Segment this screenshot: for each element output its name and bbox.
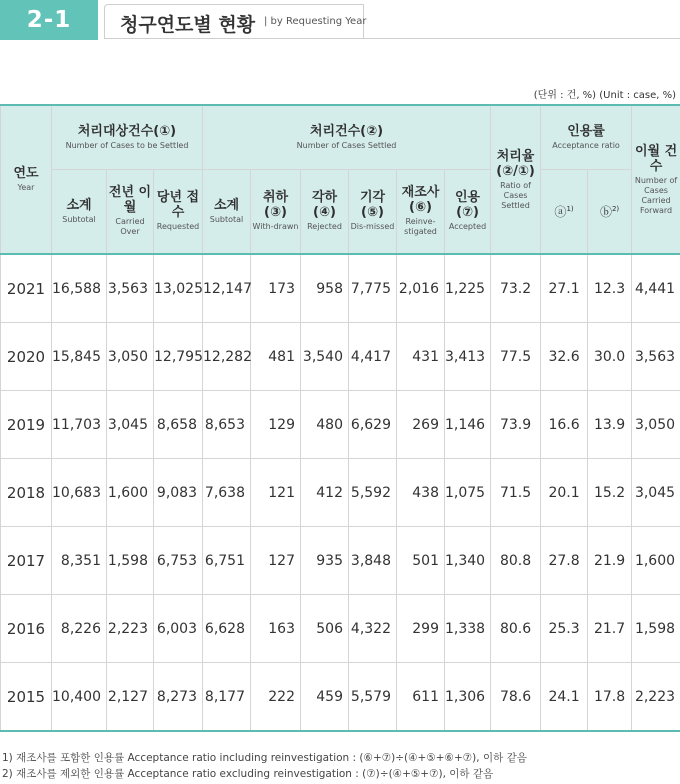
section-badge: 2-1	[0, 0, 98, 40]
cell-forward: 2,223	[632, 663, 680, 732]
cell-year: 2015	[1, 663, 52, 732]
cell-a: 27.1	[541, 254, 588, 323]
cell-rejected: 3,540	[301, 323, 349, 391]
cell-sub1: 11,703	[52, 391, 107, 459]
cell-sub2: 8,653	[203, 391, 251, 459]
cell-forward: 3,563	[632, 323, 680, 391]
cell-forward: 3,050	[632, 391, 680, 459]
table-row	[1, 459, 680, 527]
cell-b: 15.2	[588, 459, 632, 527]
cell-withdrawn: 481	[251, 323, 301, 391]
cell-accepted: 1,146	[445, 391, 491, 459]
cell-rejected: 480	[301, 391, 349, 459]
header-requested: 당년 접수 Requested	[154, 169, 203, 254]
header-ratio-b: ⓑ$^{2)}$	[588, 169, 632, 254]
cell-sub2: 12,147	[203, 254, 251, 323]
cell-withdrawn: 129	[251, 391, 301, 459]
cell-ratio: 80.6	[491, 595, 541, 663]
table-row	[1, 391, 680, 459]
cell-accepted: 1,225	[445, 254, 491, 323]
cell-accepted: 1,338	[445, 595, 491, 663]
table-row	[1, 663, 680, 732]
cell-ratio: 73.9	[491, 391, 541, 459]
cell-reinv: 269	[397, 391, 445, 459]
cell-sub2: 6,751	[203, 527, 251, 595]
cell-b: 12.3	[588, 254, 632, 323]
cell-a: 25.3	[541, 595, 588, 663]
cell-rejected: 459	[301, 663, 349, 732]
cell-accepted: 1,075	[445, 459, 491, 527]
cell-reinv: 299	[397, 595, 445, 663]
cell-year: 2019	[1, 391, 52, 459]
header-subtotal-1: 소계 Subtotal	[52, 169, 107, 254]
cell-requested: 6,753	[154, 527, 203, 595]
cell-rejected: 935	[301, 527, 349, 595]
cell-accepted: 1,306	[445, 663, 491, 732]
cell-year: 2016	[1, 595, 52, 663]
table-row	[1, 323, 680, 391]
cell-reinv: 501	[397, 527, 445, 595]
cell-sub1: 10,683	[52, 459, 107, 527]
cell-year: 2020	[1, 323, 52, 391]
table-row	[1, 595, 680, 663]
cell-a: 24.1	[541, 663, 588, 732]
header-carried-over: 전년 이월 Carried Over	[107, 169, 154, 254]
header-to-be-settled: 처리대상건수(①) Number of Cases to be Settled	[52, 105, 203, 169]
cell-withdrawn: 173	[251, 254, 301, 323]
cell-carried: 3,050	[107, 323, 154, 391]
cell-withdrawn: 127	[251, 527, 301, 595]
cell-b: 30.0	[588, 323, 632, 391]
header-settled: 처리건수(②) Number of Cases Settled	[203, 105, 491, 169]
cell-b: 21.7	[588, 595, 632, 663]
table-row	[1, 527, 680, 595]
cell-forward: 1,598	[632, 595, 680, 663]
cell-carried: 3,045	[107, 391, 154, 459]
header-carried-forward: 이월 건수 Number of Cases Carried Forward	[632, 105, 680, 254]
cell-sub2: 12,282	[203, 323, 251, 391]
cell-reinv: 2,016	[397, 254, 445, 323]
header-year: 연도 Year	[1, 105, 52, 254]
page-subtitle: | by Requesting Year	[264, 16, 367, 27]
footnote-1: 1) 재조사를 포함한 인용률 Acceptance ratio including reinvestigation : (⑥+⑦)÷(④+⑤+⑥+⑦), 이하 같음	[2, 752, 527, 764]
cell-withdrawn: 121	[251, 459, 301, 527]
cell-requested: 8,658	[154, 391, 203, 459]
header-withdrawn: 취하 (③) With-drawn	[251, 169, 301, 254]
header-ratio-a: ⓐ$^{1)}$	[541, 169, 588, 254]
cell-sub1: 8,226	[52, 595, 107, 663]
cell-ratio: 77.5	[491, 323, 541, 391]
cell-carried: 1,598	[107, 527, 154, 595]
cell-b: 17.8	[588, 663, 632, 732]
header-rejected: 각하 (④) Rejected	[301, 169, 349, 254]
cell-carried: 1,600	[107, 459, 154, 527]
cell-reinv: 611	[397, 663, 445, 732]
cell-requested: 8,273	[154, 663, 203, 732]
cell-a: 27.8	[541, 527, 588, 595]
cell-dismissed: 3,848	[349, 527, 397, 595]
cell-sub1: 8,351	[52, 527, 107, 595]
cell-sub1: 10,400	[52, 663, 107, 732]
header-reinvestigated: 재조사 (⑥) Reinve-stigated	[397, 169, 445, 254]
footnote-2: 2) 재조사를 제외한 인용률 Acceptance ratio excluding reinvestigation : (⑦)÷(④+⑤+⑦), 이하 같음	[2, 768, 494, 780]
cell-dismissed: 5,579	[349, 663, 397, 732]
cell-reinv: 431	[397, 323, 445, 391]
cell-requested: 12,795	[154, 323, 203, 391]
cell-a: 20.1	[541, 459, 588, 527]
cell-carried: 2,127	[107, 663, 154, 732]
cell-ratio: 71.5	[491, 459, 541, 527]
cell-sub2: 7,638	[203, 459, 251, 527]
cell-requested: 13,025	[154, 254, 203, 323]
cell-sub2: 8,177	[203, 663, 251, 732]
cell-b: 13.9	[588, 391, 632, 459]
data-table	[0, 104, 680, 732]
cell-requested: 9,083	[154, 459, 203, 527]
cell-forward: 4,441	[632, 254, 680, 323]
cell-withdrawn: 222	[251, 663, 301, 732]
cell-sub1: 15,845	[52, 323, 107, 391]
cell-dismissed: 6,629	[349, 391, 397, 459]
cell-b: 21.9	[588, 527, 632, 595]
cell-sub2: 6,628	[203, 595, 251, 663]
cell-accepted: 3,413	[445, 323, 491, 391]
cell-ratio: 80.8	[491, 527, 541, 595]
cell-forward: 1,600	[632, 527, 680, 595]
cell-dismissed: 7,775	[349, 254, 397, 323]
table-row	[1, 254, 680, 323]
cell-reinv: 438	[397, 459, 445, 527]
cell-rejected: 958	[301, 254, 349, 323]
cell-dismissed: 5,592	[349, 459, 397, 527]
cell-withdrawn: 163	[251, 595, 301, 663]
header-subtotal-2: 소계 Subtotal	[203, 169, 251, 254]
cell-forward: 3,045	[632, 459, 680, 527]
cell-requested: 6,003	[154, 595, 203, 663]
cell-a: 32.6	[541, 323, 588, 391]
cell-dismissed: 4,322	[349, 595, 397, 663]
cell-a: 16.6	[541, 391, 588, 459]
cell-accepted: 1,340	[445, 527, 491, 595]
title-divider	[104, 38, 680, 39]
unit-label: (단위 : 건, %) (Unit : case, %)	[533, 90, 676, 101]
cell-dismissed: 4,417	[349, 323, 397, 391]
cell-rejected: 412	[301, 459, 349, 527]
cell-year: 2021	[1, 254, 52, 323]
header-dismissed: 기각 (⑤) Dis-missed	[349, 169, 397, 254]
cell-ratio: 73.2	[491, 254, 541, 323]
cell-rejected: 506	[301, 595, 349, 663]
cell-carried: 2,223	[107, 595, 154, 663]
page-title: 청구연도별 현황	[120, 14, 256, 36]
footnotes	[2, 750, 527, 782]
cell-year: 2017	[1, 527, 52, 595]
header-accepted: 인용 (⑦) Accepted	[445, 169, 491, 254]
cell-carried: 3,563	[107, 254, 154, 323]
header-ratio-settled: 처리율 (②/①) Ratio of Cases Settled	[491, 105, 541, 254]
cell-year: 2018	[1, 459, 52, 527]
cell-sub1: 16,588	[52, 254, 107, 323]
header-acceptance-ratio: 인용률 Acceptance ratio	[541, 105, 632, 169]
cell-ratio: 78.6	[491, 663, 541, 732]
